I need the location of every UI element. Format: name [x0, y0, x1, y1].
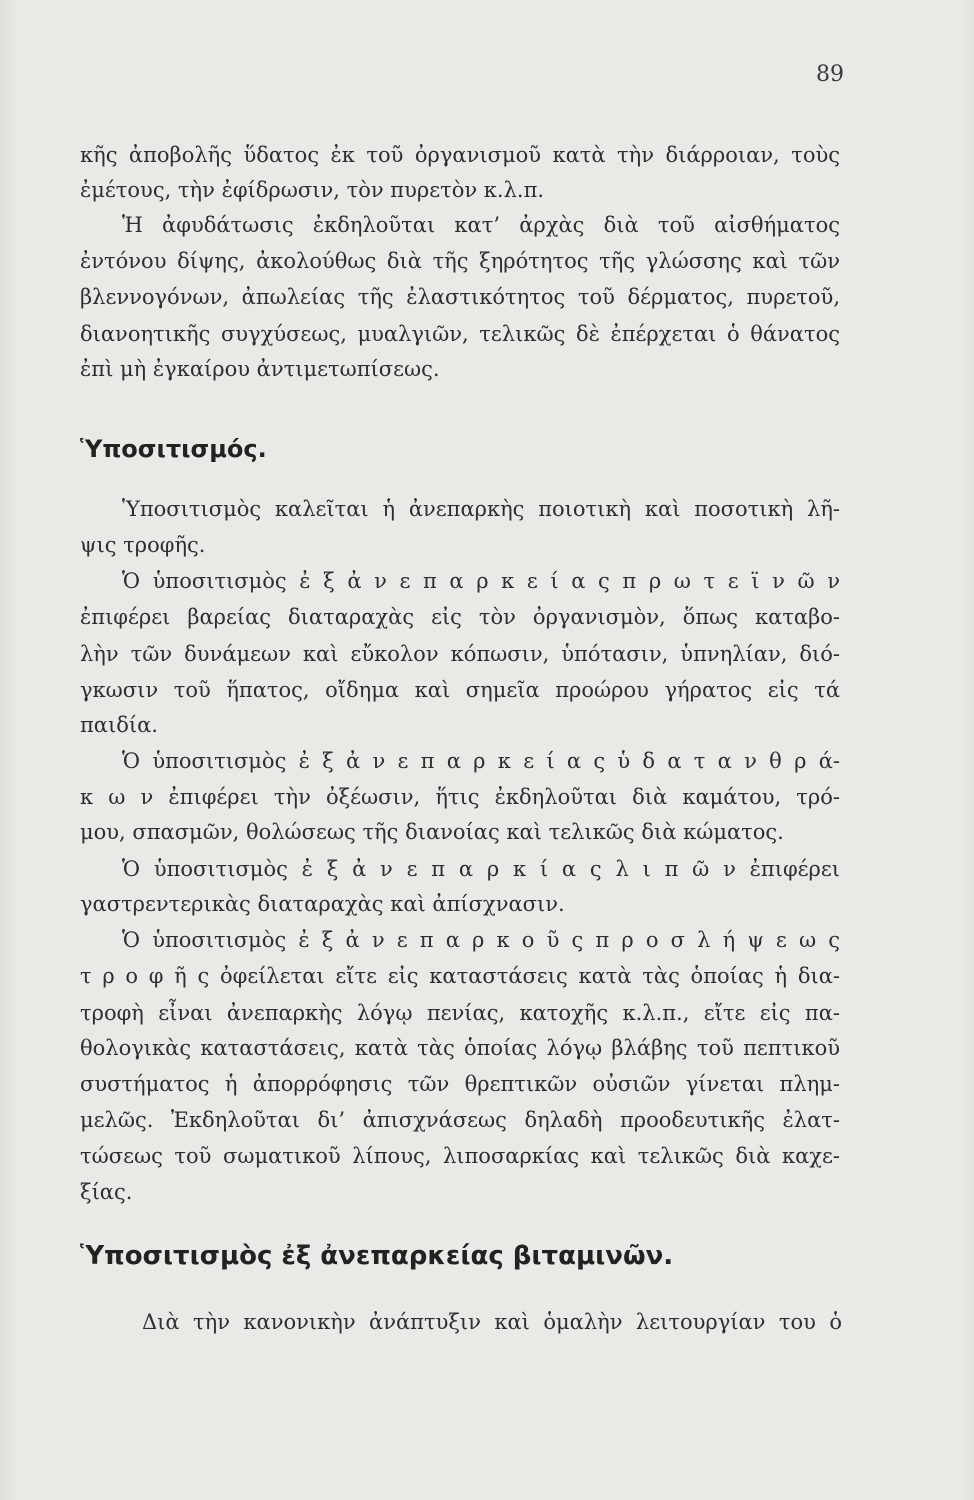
- section-heading-vitamin-deficiency: Ὑποσιτισμὸς ἐξ ἀνεπαρκείας βιταμινῶν.: [80, 1241, 674, 1271]
- text-line-18: μου, σπασμῶν, θολώσεως τῆς διανοίας καὶ τελικῶς διὰ κώματος.: [80, 820, 784, 844]
- text-line-10: ψις τροφῆς.: [80, 533, 206, 557]
- text-line-7: ἐπὶ μὴ ἐγκαίρου ἀντιμετωπίσεως.: [80, 357, 440, 381]
- text-line-25: συστήματος ἡ ἀπορρόφησις τῶν θρεπτικῶν οὐσιῶν γίνεται πλημ-: [80, 1072, 840, 1096]
- page-number: 89: [816, 62, 844, 87]
- text-line-24: θολογικὰς καταστάσεις, κατὰ τὰς ὁποίας λόγῳ βλάβης τοῦ πεπτικοῦ: [80, 1036, 840, 1060]
- text-line-3: Ἡ ἀφυδάτωσις ἐκδηλοῦται κατ’ ἀρχὰς διὰ τοῦ αἰσθήματος: [122, 213, 840, 237]
- text-line-22: τ ρ ο φ ῆ ς ὀφείλεται εἴτε εἰς καταστάσεις κατὰ τὰς ὁποίας ἡ δια-: [80, 964, 840, 988]
- text-line-26: μελῶς. Ἐκδηλοῦται δι’ ἀπισχνάσεως δηλαδὴ προοδευτικῆς ἐλατ-: [80, 1108, 840, 1132]
- text-line-19: Ὁ ὑποσιτισμὸς ἐ ξ ἀ ν ε π α ρ κ ί α ς λ ι π ῶ ν ἐπιφέρει: [122, 857, 840, 881]
- text-line-11: Ὁ ὑποσιτισμὸς ἐ ξ ἀ ν ε π α ρ κ ε ί α ς π ρ ω τ ε ϊ ν ῶ ν: [122, 569, 840, 593]
- text-line-20: γαστρεντερικὰς διαταραχὰς καὶ ἀπίσχνασιν.: [80, 892, 565, 916]
- text-line-4: ἐντόνου δίψης, ἀκολούθως διὰ τῆς ξηρότητος τῆς γλώσσης καὶ τῶν: [80, 249, 840, 273]
- text-line-2: ἐμέτους, τὴν ἐφίδρωσιν, τὸν πυρετὸν κ.λ.π.: [80, 178, 545, 202]
- text-line-13: λὴν τῶν δυνάμεων καὶ εὔκολον κόπωσιν, ὑπότασιν, ὑπνηλίαν, διό-: [80, 642, 840, 666]
- text-line-21: Ὁ ὑποσιτισμὸς ἐ ξ ἀ ν ε π α ρ κ ο ῦ ς π ρ ο σ λ ή ψ ε ω ς: [122, 928, 840, 952]
- text-line-5: βλεννογόνων, ἀπωλείας τῆς ἐλαστικότητος τοῦ δέρματος, πυρετοῦ,: [80, 285, 840, 309]
- text-line-14: γκωσιν τοῦ ἥπατος, οἴδημα καὶ σημεῖα προώρου γήρατος εἰς τά: [80, 678, 840, 702]
- text-line-1: κῆς ἀποβολῆς ὕδατος ἐκ τοῦ ὀργανισμοῦ κατὰ τὴν διάρροιαν, τοὺς: [80, 143, 840, 167]
- text-line-9: Ὑποσιτισμὸς καλεῖται ἡ ἀνεπαρκὴς ποιοτικὴ καὶ ποσοτικὴ λῆ-: [122, 497, 840, 521]
- section-heading-undernutrition: Ὑποσιτισμός.: [80, 435, 267, 463]
- text-line-30: Διὰ τὴν κανονικὴν ἀνάπτυξιν καὶ ὁμαλὴν λειτουργίαν του ὁ: [142, 1310, 842, 1334]
- text-line-23: τροφὴ εἶναι ἀνεπαρκὴς λόγῳ πενίας, κατοχῆς κ.λ.π., εἴτε εἰς πα-: [80, 1001, 840, 1025]
- text-line-12: ἐπιφέρει βαρείας διαταραχὰς εἰς τὸν ὀργανισμὸν, ὅπως καταβο-: [80, 605, 840, 629]
- text-line-6: διανοητικῆς συγχύσεως, μυαλγιῶν, τελικῶς δὲ ἐπέρχεται ὁ θάνατος: [80, 322, 840, 346]
- text-line-16: Ὁ ὑποσιτισμὸς ἐ ξ ἀ ν ε π α ρ κ ε ί α ς ὑ δ α τ α ν θ ρ ά-: [122, 749, 840, 773]
- text-line-15: παιδία.: [80, 713, 158, 737]
- text-line-17: κ ω ν ἐπιφέρει τὴν ὀξέωσιν, ἥτις ἐκδηλοῦται διὰ καμάτου, τρό-: [80, 785, 840, 809]
- text-line-28: ξίας.: [80, 1180, 133, 1204]
- text-line-27: τώσεως τοῦ σωματικοῦ λίπους, λιποσαρκίας καὶ τελικῶς διὰ καχε-: [80, 1144, 840, 1168]
